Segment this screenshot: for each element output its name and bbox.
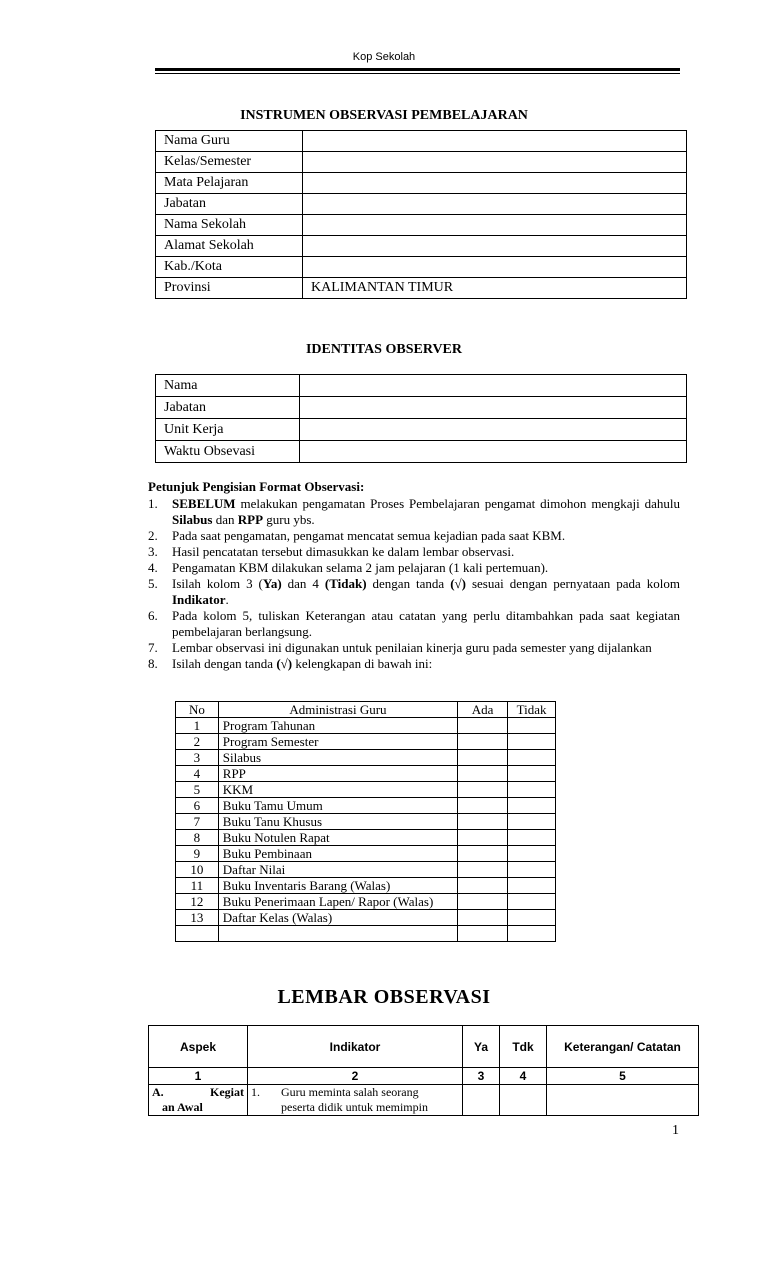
instruction-number: 7.	[148, 640, 158, 655]
obs-header-indikator: Indikator	[248, 1026, 463, 1068]
instruction-text-part: guru ybs.	[263, 512, 315, 527]
admin-row-name: Daftar Nilai	[218, 862, 457, 878]
instruction-text	[172, 544, 680, 560]
instruction-text-part: Lembar observasi ini digunakan untuk penilaian kinerja guru pada semester yang dijalankan	[172, 640, 652, 655]
admin-row-name: Buku Tanu Khusus	[218, 814, 457, 830]
admin-row-no: 6	[176, 798, 219, 814]
admin-row-tidak[interactable]	[508, 750, 556, 766]
instruction-text	[172, 656, 680, 672]
identity-label: Nama Sekolah	[156, 215, 303, 236]
identity-label: Kelas/Semester	[156, 152, 303, 173]
obs-ya-cell[interactable]	[463, 1085, 500, 1116]
observation-table-header	[149, 1026, 699, 1068]
instruction-item	[148, 560, 680, 576]
admin-row-tidak[interactable]	[508, 830, 556, 846]
admin-row-name: Buku Inventaris Barang (Walas)	[218, 878, 457, 894]
admin-row-name: Program Tahunan	[218, 718, 457, 734]
admin-row-name: Buku Notulen Rapat	[218, 830, 457, 846]
instruction-text-part: (√)	[450, 576, 466, 591]
instruction-number: 8.	[148, 656, 158, 671]
admin-row-no: 8	[176, 830, 219, 846]
obs-colnum-3: 3	[463, 1068, 500, 1085]
admin-row-ada[interactable]	[458, 862, 508, 878]
admin-row-tidak[interactable]	[508, 766, 556, 782]
header-text: Kop Sekolah	[352, 51, 416, 63]
instruction-item	[148, 496, 680, 528]
admin-row-no	[176, 926, 219, 942]
admin-header-tidak: Tidak	[508, 702, 556, 718]
admin-row-tidak[interactable]	[508, 718, 556, 734]
identity-value[interactable]	[303, 257, 687, 278]
admin-row-no: 5	[176, 782, 219, 798]
admin-row	[176, 718, 556, 734]
instruction-text-part: dan	[212, 512, 238, 527]
admin-header-ada: Ada	[458, 702, 508, 718]
admin-row	[176, 894, 556, 910]
admin-row-tidak[interactable]	[508, 782, 556, 798]
admin-row-no: 12	[176, 894, 219, 910]
instruction-text	[172, 640, 680, 656]
admin-row-name: RPP	[218, 766, 457, 782]
instruction-item	[148, 528, 680, 544]
admin-row	[176, 910, 556, 926]
instruction-item	[148, 608, 680, 640]
admin-row-tidak[interactable]	[508, 926, 556, 942]
instruction-number: 5.	[148, 576, 158, 591]
instruction-text-part: dan 4	[281, 576, 325, 591]
instruction-text-part: Ya)	[262, 576, 282, 591]
identity-row	[156, 152, 687, 173]
admin-row-no: 11	[176, 878, 219, 894]
admin-row-ada[interactable]	[458, 846, 508, 862]
admin-row	[176, 798, 556, 814]
instruction-text-part: .	[225, 592, 229, 607]
admin-row-name: Silabus	[218, 750, 457, 766]
admin-row-ada[interactable]	[458, 798, 508, 814]
admin-row	[176, 766, 556, 782]
obs-header-ya: Ya	[463, 1026, 500, 1068]
observer-identity-table	[155, 374, 687, 463]
header-rule-thin	[155, 73, 680, 74]
obs-header-aspek: Aspek	[149, 1026, 248, 1068]
admin-row-tidak[interactable]	[508, 734, 556, 750]
instruction-text-part: (√)	[276, 656, 293, 671]
admin-row-tidak[interactable]	[508, 894, 556, 910]
obs-colnum-4: 4	[500, 1068, 547, 1085]
identity-row	[156, 131, 687, 152]
observer-label: Jabatan	[156, 397, 300, 419]
admin-row-tidak[interactable]	[508, 846, 556, 862]
admin-row-ada[interactable]	[458, 766, 508, 782]
instruction-text-part: (Tidak)	[324, 576, 367, 591]
instruction-number: 3.	[148, 544, 158, 559]
identity-label: Alamat Sekolah	[156, 236, 303, 257]
obs-indicator-line-2: peserta didik untuk memimpin	[281, 1100, 428, 1114]
observer-title: IDENTITAS OBSERVER	[305, 342, 463, 357]
observer-row	[156, 375, 687, 397]
admin-row-tidak[interactable]	[508, 814, 556, 830]
identity-row	[156, 236, 687, 257]
obs-tdk-cell[interactable]	[500, 1085, 547, 1116]
admin-table-header	[176, 702, 556, 718]
header-rule-thick	[155, 68, 680, 71]
instruction-text-part: Silabus	[172, 512, 213, 527]
instructions-heading: Petunjuk Pengisian Format Observasi:	[148, 479, 365, 494]
instruction-text-part: Isilah kolom 3 (	[172, 576, 263, 591]
admin-row-ada[interactable]	[458, 926, 508, 942]
instruction-text	[172, 496, 680, 528]
obs-aspect-letter: A.	[152, 1085, 164, 1099]
identity-value[interactable]	[303, 173, 687, 194]
identity-label: Provinsi	[156, 278, 303, 299]
admin-row-ada[interactable]	[458, 910, 508, 926]
identity-value[interactable]	[303, 215, 687, 236]
instruction-text-part: kelengkapan di bawah ini:	[292, 656, 433, 671]
observer-row	[156, 419, 687, 441]
identity-row	[156, 278, 687, 299]
obs-indicator-line-1: Guru meminta salah seorang	[281, 1085, 419, 1099]
identity-label: Nama Guru	[156, 131, 303, 152]
instruction-text-part: Isilah dengan tanda	[172, 656, 277, 671]
identity-row	[156, 257, 687, 278]
obs-header-keterangan: Keterangan/ Catatan	[547, 1026, 699, 1068]
admin-row-name: Daftar Kelas (Walas)	[218, 910, 457, 926]
obs-aspect-name-1: Kegiat	[210, 1085, 244, 1099]
obs-colnum-1: 1	[149, 1068, 248, 1085]
observation-row-1	[149, 1085, 699, 1116]
instruction-text	[172, 560, 680, 576]
admin-row-tidak[interactable]	[508, 910, 556, 926]
admin-row-no: 7	[176, 814, 219, 830]
admin-row-name: KKM	[218, 782, 457, 798]
identity-label: Kab./Kota	[156, 257, 303, 278]
admin-row-no: 1	[176, 718, 219, 734]
admin-row-tidak[interactable]	[508, 878, 556, 894]
page-number: 1	[672, 1123, 679, 1138]
instruction-item	[148, 544, 680, 560]
admin-row-name	[218, 926, 457, 942]
admin-row-name: Program Semester	[218, 734, 457, 750]
admin-row-name: Buku Tamu Umum	[218, 798, 457, 814]
admin-row-ada[interactable]	[458, 830, 508, 846]
instruction-number: 4.	[148, 560, 158, 575]
admin-row-ada[interactable]	[458, 894, 508, 910]
admin-row-no: 13	[176, 910, 219, 926]
identity-value[interactable]	[303, 152, 687, 173]
instruction-text-part: Pada kolom 5, tuliskan Keterangan atau catatan yang perlu ditambahkan pada saat kegiatan pembelajaran berlangsung.	[172, 608, 680, 639]
admin-row-ada[interactable]	[458, 750, 508, 766]
observer-row	[156, 441, 687, 463]
obs-indicator-num: 1.	[251, 1085, 260, 1099]
identity-row	[156, 173, 687, 194]
admin-row	[176, 734, 556, 750]
obs-keterangan-cell[interactable]	[547, 1085, 699, 1116]
admin-table	[175, 701, 556, 942]
admin-row-ada[interactable]	[458, 718, 508, 734]
admin-row-ada[interactable]	[458, 734, 508, 750]
admin-row-tidak[interactable]	[508, 798, 556, 814]
instruction-item	[148, 576, 680, 608]
instruction-text	[172, 576, 680, 608]
instruction-text	[172, 528, 680, 544]
admin-row-no: 10	[176, 862, 219, 878]
observer-label: Unit Kerja	[156, 419, 300, 441]
instruction-text-part: Pengamatan KBM dilakukan selama 2 jam pelajaran (1 kali pertemuan).	[172, 560, 549, 575]
admin-row-name: Buku Penerimaan Lapen/ Rapor (Walas)	[218, 894, 457, 910]
instruction-text	[172, 608, 680, 640]
observer-label: Waktu Obsevasi	[156, 441, 300, 463]
obs-header-tdk: Tdk	[500, 1026, 547, 1068]
admin-row-ada[interactable]	[458, 782, 508, 798]
identity-value[interactable]	[303, 194, 687, 215]
observation-table-colnums	[149, 1068, 699, 1085]
identity-row	[156, 215, 687, 236]
admin-row	[176, 830, 556, 846]
instructions-list	[148, 496, 680, 672]
document-title: INSTRUMEN OBSERVASI PEMBELAJARAN	[240, 108, 528, 123]
observation-table	[148, 1025, 699, 1116]
instruction-item	[148, 656, 680, 672]
admin-row-no: 4	[176, 766, 219, 782]
admin-row	[176, 862, 556, 878]
instruction-number: 1.	[148, 496, 158, 511]
instruction-text-part: Indikator	[172, 592, 226, 607]
observer-value[interactable]	[300, 441, 687, 463]
identity-value[interactable]: KALIMANTAN TIMUR	[303, 278, 687, 299]
admin-row-name: Buku Pembinaan	[218, 846, 457, 862]
teacher-identity-table	[155, 130, 687, 299]
observer-value[interactable]	[300, 419, 687, 441]
identity-row	[156, 194, 687, 215]
identity-value[interactable]	[303, 236, 687, 257]
observer-label: Nama	[156, 375, 300, 397]
observer-value[interactable]	[300, 375, 687, 397]
identity-label: Jabatan	[156, 194, 303, 215]
admin-row	[176, 782, 556, 798]
obs-indicator-cell	[248, 1085, 463, 1116]
admin-row-ada[interactable]	[458, 814, 508, 830]
identity-value[interactable]	[303, 131, 687, 152]
instruction-number: 2.	[148, 528, 158, 543]
admin-header-no: No	[176, 702, 219, 718]
admin-row-no: 2	[176, 734, 219, 750]
instruction-number: 6.	[148, 608, 158, 623]
observer-row	[156, 397, 687, 419]
instruction-text-part: SEBELUM	[172, 496, 236, 511]
identity-label: Mata Pelajaran	[156, 173, 303, 194]
instruction-text-part: melakukan pengamatan Proses Pembelajaran pengamat dimohon mengkaji dahulu	[235, 496, 680, 511]
admin-row	[176, 750, 556, 766]
obs-aspect-name-2: an Awal	[162, 1100, 203, 1114]
instruction-text-part: sesuai dengan pernyataan pada kolom	[465, 576, 680, 591]
admin-row-no: 9	[176, 846, 219, 862]
instruction-text-part: dengan tanda	[366, 576, 451, 591]
admin-header-name: Administrasi Guru	[218, 702, 457, 718]
admin-row	[176, 878, 556, 894]
obs-colnum-2: 2	[248, 1068, 463, 1085]
obs-aspect-cell	[149, 1085, 248, 1116]
admin-row	[176, 846, 556, 862]
instruction-text-part: Pada saat pengamatan, pengamat mencatat semua kejadian pada saat KBM.	[172, 528, 566, 543]
admin-row-tidak[interactable]	[508, 862, 556, 878]
observer-value[interactable]	[300, 397, 687, 419]
admin-row-ada[interactable]	[458, 878, 508, 894]
admin-row	[176, 814, 556, 830]
instruction-text-part: Hasil pencatatan tersebut dimasukkan ke dalam lembar observasi.	[172, 544, 515, 559]
obs-colnum-5: 5	[547, 1068, 699, 1085]
instruction-item	[148, 640, 680, 656]
instruction-text-part: RPP	[237, 512, 264, 527]
admin-row	[176, 926, 556, 942]
lembar-title: LEMBAR OBSERVASI	[277, 986, 491, 1008]
admin-row-no: 3	[176, 750, 219, 766]
